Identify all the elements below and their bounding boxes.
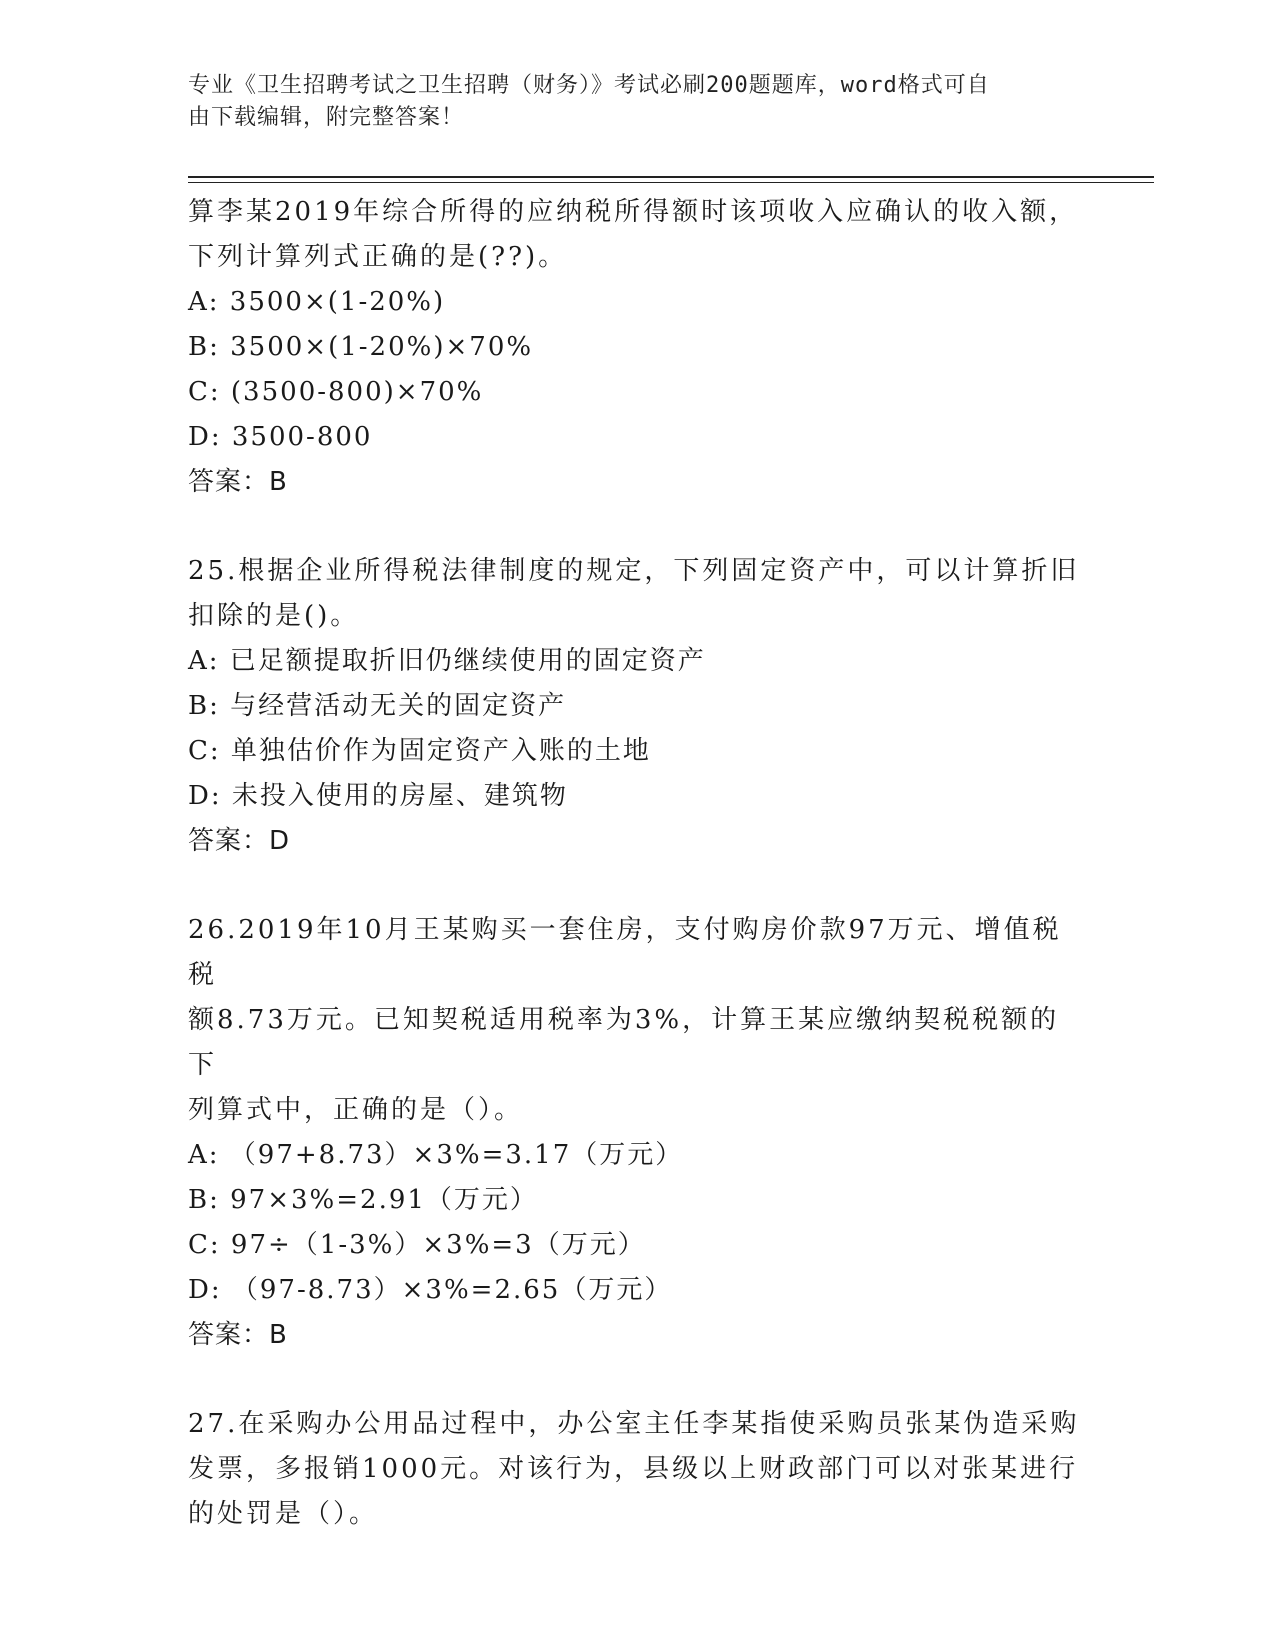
answer: 答案：B — [188, 467, 288, 497]
question-text: 26.2019年10月王某购买一套住房，支付购房价款97万元、增值税税 — [188, 915, 1062, 990]
header-line-2: 由下载编辑，附完整答案！ — [188, 105, 465, 130]
document-body — [188, 190, 1088, 1537]
question-text: 下列计算列式正确的是(??)。 — [188, 242, 568, 272]
header-divider-thick — [188, 176, 1154, 178]
option-c: C: (3500-800)×70% — [188, 377, 484, 407]
option-a: A: （97+8.73）×3%=3.17（万元） — [188, 1140, 684, 1170]
question-text: 25.根据企业所得税法律制度的规定，下列固定资产中，可以计算折旧 — [188, 556, 1080, 586]
header-line-1: 专业《卫生招聘考试之卫生招聘（财务）》考试必刷200题题库，word格式可自 — [188, 73, 990, 98]
option-b: B: 97×3%=2.91（万元） — [188, 1185, 538, 1215]
option-a: A: 3500×(1-20%) — [188, 287, 446, 317]
document-header — [188, 70, 1068, 134]
option-b: B: 与经营活动无关的固定资产 — [188, 691, 567, 721]
question-text: 发票，多报销1000元。对该行为，县级以上财政部门可以对张某进行 — [188, 1454, 1079, 1484]
question-text: 列算式中，正确的是（）。 — [188, 1095, 524, 1125]
option-d: D: 3500-800 — [188, 422, 373, 452]
option-d: D: （97-8.73）×3%=2.65（万元） — [188, 1275, 673, 1305]
option-a: A: 已足额提取折旧仍继续使用的固定资产 — [188, 646, 706, 676]
question-text: 27.在采购办公用品过程中，办公室主任李某指使采购员张某伪造采购 — [188, 1409, 1080, 1439]
question-26 — [188, 908, 1088, 1358]
question-text: 算李某2019年综合所得的应纳税所得额时该项收入应确认的收入额， — [188, 197, 1079, 227]
answer: 答案：D — [188, 826, 291, 856]
question-24 — [188, 190, 1088, 505]
option-c: C: 单独估价作为固定资产入账的土地 — [188, 736, 651, 766]
question-text: 扣除的是()。 — [188, 601, 360, 631]
question-text: 的处罚是（）。 — [188, 1499, 379, 1529]
option-d: D: 未投入使用的房屋、建筑物 — [188, 781, 568, 811]
header-divider-thin — [188, 182, 1154, 183]
option-b: B: 3500×(1-20%)×70% — [188, 332, 534, 362]
question-25 — [188, 549, 1088, 864]
question-27 — [188, 1402, 1088, 1537]
question-text: 额8.73万元。已知契税适用税率为3%，计算王某应缴纳契税税额的下 — [188, 1005, 1060, 1080]
option-c: C: 97÷（1-3%）×3%=3（万元） — [188, 1230, 646, 1260]
answer: 答案：B — [188, 1320, 288, 1350]
